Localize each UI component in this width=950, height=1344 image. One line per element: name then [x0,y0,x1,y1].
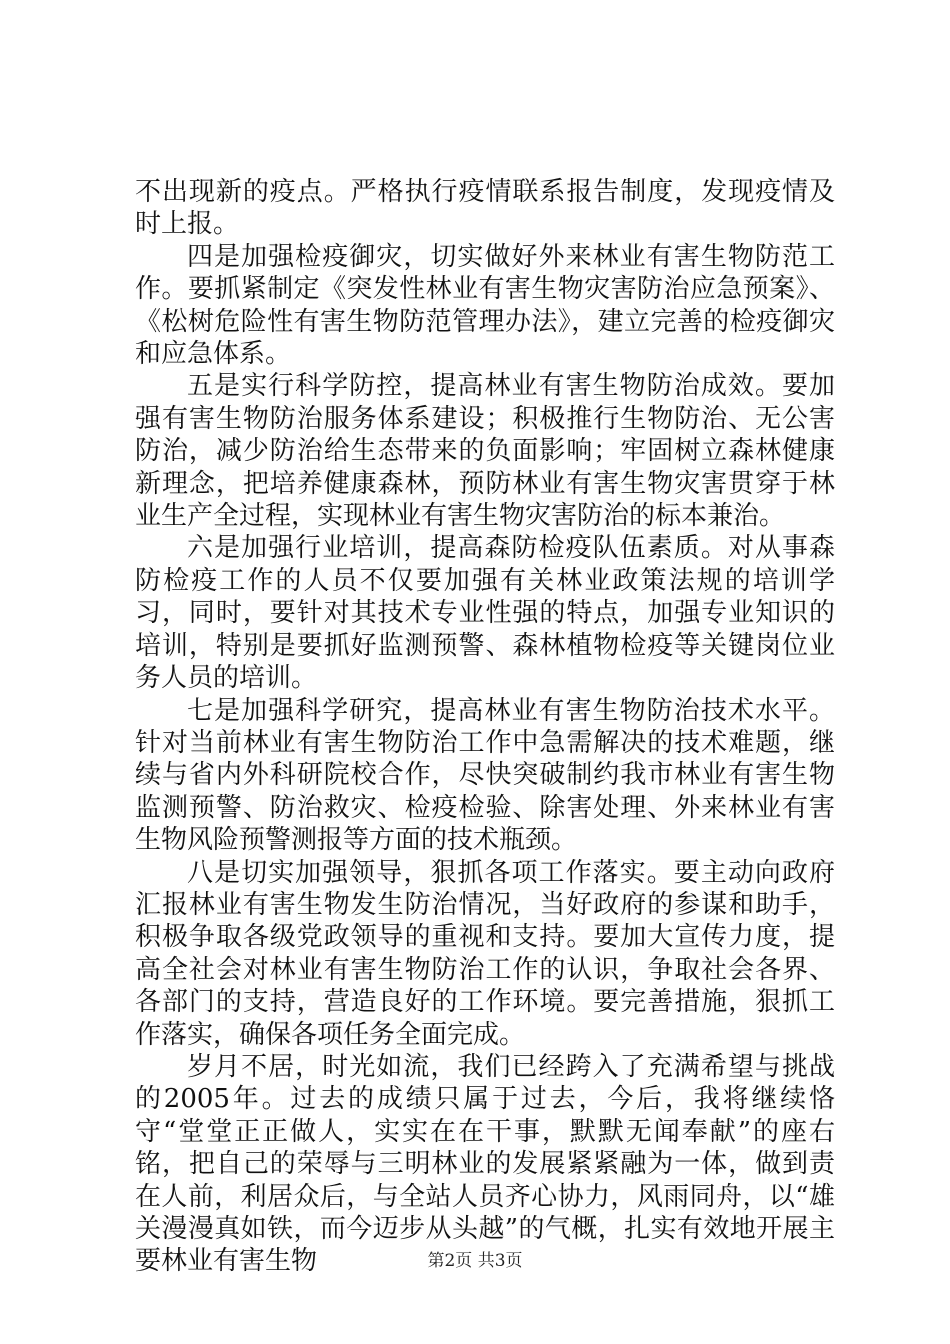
paragraph-item-four: 四是加强检疫御灾，切实做好外来林业有害生物防范工作。要抓紧制定《突发性林业有害生物灾害防治应急预案》、《松树危险性有害生物防范管理办法》，建立完善的检疫御灾和应急体系。 [135,241,835,370]
document-body [135,176,835,1278]
paragraph-item-eight: 八是切实加强领导，狠抓各项工作落实。要主动向政府汇报林业有害生物发生防治情况，当好政府的参谋和助手，积极争取各级党政领导的重视和支持。要加大宣传力度，提高全社会对林业有害生物防治工作的认识，争取社会各界、各部门的支持，营造良好的工作环境。要完善措施，狠抓工作落实，确保各项任务全面完成。 [135,857,835,1050]
paragraph-continuation: 不出现新的疫点。严格执行疫情联系报告制度，发现疫情及时上报。 [135,177,835,240]
paragraph-closing: 岁月不居，时光如流，我们已经跨入了充满希望与挑战的2005年。过去的成绩只属于过去，今后，我将继续恪守“堂堂正正做人，实实在在干事，默默无闻奉献”的座右铭，把自己的荣辱与三明林业的发展紧紧融为一体，做到责在人前，利居众后，与全站人员齐心协力，风雨同舟，以“雄关漫漫真如铁，而今迈步从头越”的气概，扎实有效地开展主要林业有害生物 [135,1051,835,1277]
paragraph-item-five: 五是实行科学防控，提高林业有害生物防治成效。要加强有害生物防治服务体系建设；积极推行生物防治、无公害防治，减少防治给生态带来的负面影响；牢固树立森林健康新理念，把培养健康森林，预防林业有害生物灾害贯穿于林业生产全过程，实现林业有害生物灾害防治的标本兼治。 [135,371,835,532]
paragraph-item-seven: 七是加强科学研究，提高林业有害生物防治技术水平。针对当前林业有害生物防治工作中急需解决的技术难题，继续与省内外科研院校合作，尽快突破制约我市林业有害生物监测预警、防治救灾、检疫检验、除害处理、外来林业有害生物风险预警测报等方面的技术瓶颈。 [135,695,835,856]
page-number-footer: 第2页 共3页 [427,1251,523,1271]
paragraph-item-six: 六是加强行业培训，提高森防检疫队伍素质。对从事森防检疫工作的人员不仅要加强有关林业政策法规的培训学习，同时，要针对其技术专业性强的特点，加强专业知识的培训，特别是要抓好监测预警、森林植物检疫等关键岗位业务人员的培训。 [135,533,835,694]
